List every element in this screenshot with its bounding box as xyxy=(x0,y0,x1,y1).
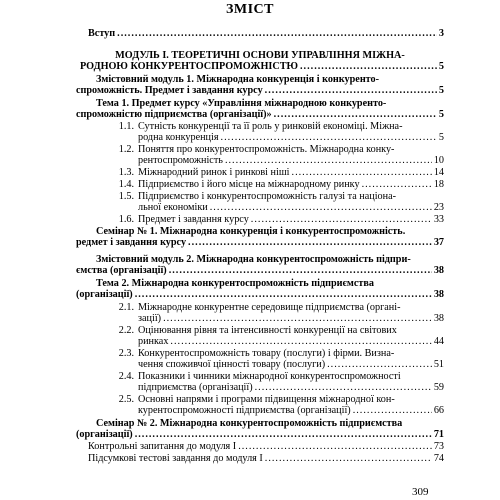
toc-page-number: 37 xyxy=(433,237,444,248)
section-number: 1.4. xyxy=(118,179,134,190)
toc-entry-topic-2[interactable]: Тема 2. Міжнародна конкурентоспроможність підприємства (організації) ..... 38 xyxy=(76,278,444,300)
toc-page-number: 5 xyxy=(438,109,444,120)
toc-page-number: 71 xyxy=(433,429,444,440)
toc-page-number: 51 xyxy=(433,359,444,370)
toc-page-number: 5 xyxy=(438,85,444,96)
toc-entry-seminar-1[interactable]: Семінар № 1. Міжнародна конкуренція і конкурентоспроможність. редмет і завдання курсу ..... 37 xyxy=(76,226,444,248)
page-number: 309 xyxy=(412,486,429,498)
section-number: 2.3. xyxy=(118,348,134,359)
toc-entry-seminar-2[interactable]: Семінар № 2. Міжнародна конкурентоспроможність підприємства (організації) ..... 71 xyxy=(76,418,444,440)
section-number: 2.1. xyxy=(118,302,134,313)
toc-page-number: 5 xyxy=(438,132,444,143)
toc-page-number: 5 xyxy=(438,61,444,72)
section-number: 1.2. xyxy=(118,144,134,155)
toc-page-number: 73 xyxy=(433,441,444,452)
section-number: 2.5. xyxy=(118,394,134,405)
toc-page-number: 74 xyxy=(433,453,444,464)
toc-page-number: 66 xyxy=(433,405,444,416)
section-number: 1.5. xyxy=(118,191,134,202)
section-number: 1.1. xyxy=(118,121,134,132)
toc-page-number: 10 xyxy=(433,155,444,166)
toc-page-number: 23 xyxy=(433,202,444,213)
toc-page-number: 38 xyxy=(433,265,444,276)
toc-entry-final-tests[interactable]: Підсумкові тестові завдання до модуля І ..... 74 xyxy=(88,453,444,464)
section-number: 2.4. xyxy=(118,371,134,382)
toc-page-number: 44 xyxy=(433,336,444,347)
toc-page-number: 33 xyxy=(433,214,444,225)
toc-page-number: 38 xyxy=(433,289,444,300)
section-number: 1.3. xyxy=(118,167,134,178)
toc-entry-topic-1[interactable]: Тема 1. Предмет курсу «Управління міжнародною конкуренто- спроможністю підприємства (організації)» ..... 5 xyxy=(76,98,444,120)
toc-page-number: 59 xyxy=(433,382,444,393)
toc-entry-content-module-1[interactable]: Змістовний модуль 1. Міжнародна конкуренція і конкуренто- спроможність. Предмет і завдання курсу ..... 5 xyxy=(76,74,444,96)
page-title: ЗМІСТ xyxy=(226,2,274,17)
toc-page-number: 18 xyxy=(433,179,444,190)
toc-page-number: 14 xyxy=(433,167,444,178)
toc-page-number: 3 xyxy=(438,28,444,39)
toc-entry-module-1[interactable]: МОДУЛЬ І. ТЕОРЕТИЧНІ ОСНОВИ УПРАВЛІННЯ МІЖНА- РОДНОЮ КОНКУРЕНТОСПРОМОЖНІСТЮ ..... 5 xyxy=(76,50,444,72)
toc-entry-intro[interactable]: Вступ ..... 3 xyxy=(88,28,444,39)
toc-page-number: 38 xyxy=(433,313,444,324)
toc-entry-content-module-2[interactable]: Змістовний модуль 2. Міжнародна конкурентоспроможність підпри- ємства (організації) ..... 38 xyxy=(76,254,444,276)
toc-entry-control-questions[interactable]: Контрольні запитання до модуля І ..... 73 xyxy=(88,441,444,452)
section-number: 2.2. xyxy=(118,325,134,336)
section-number: 1.6. xyxy=(118,214,134,225)
